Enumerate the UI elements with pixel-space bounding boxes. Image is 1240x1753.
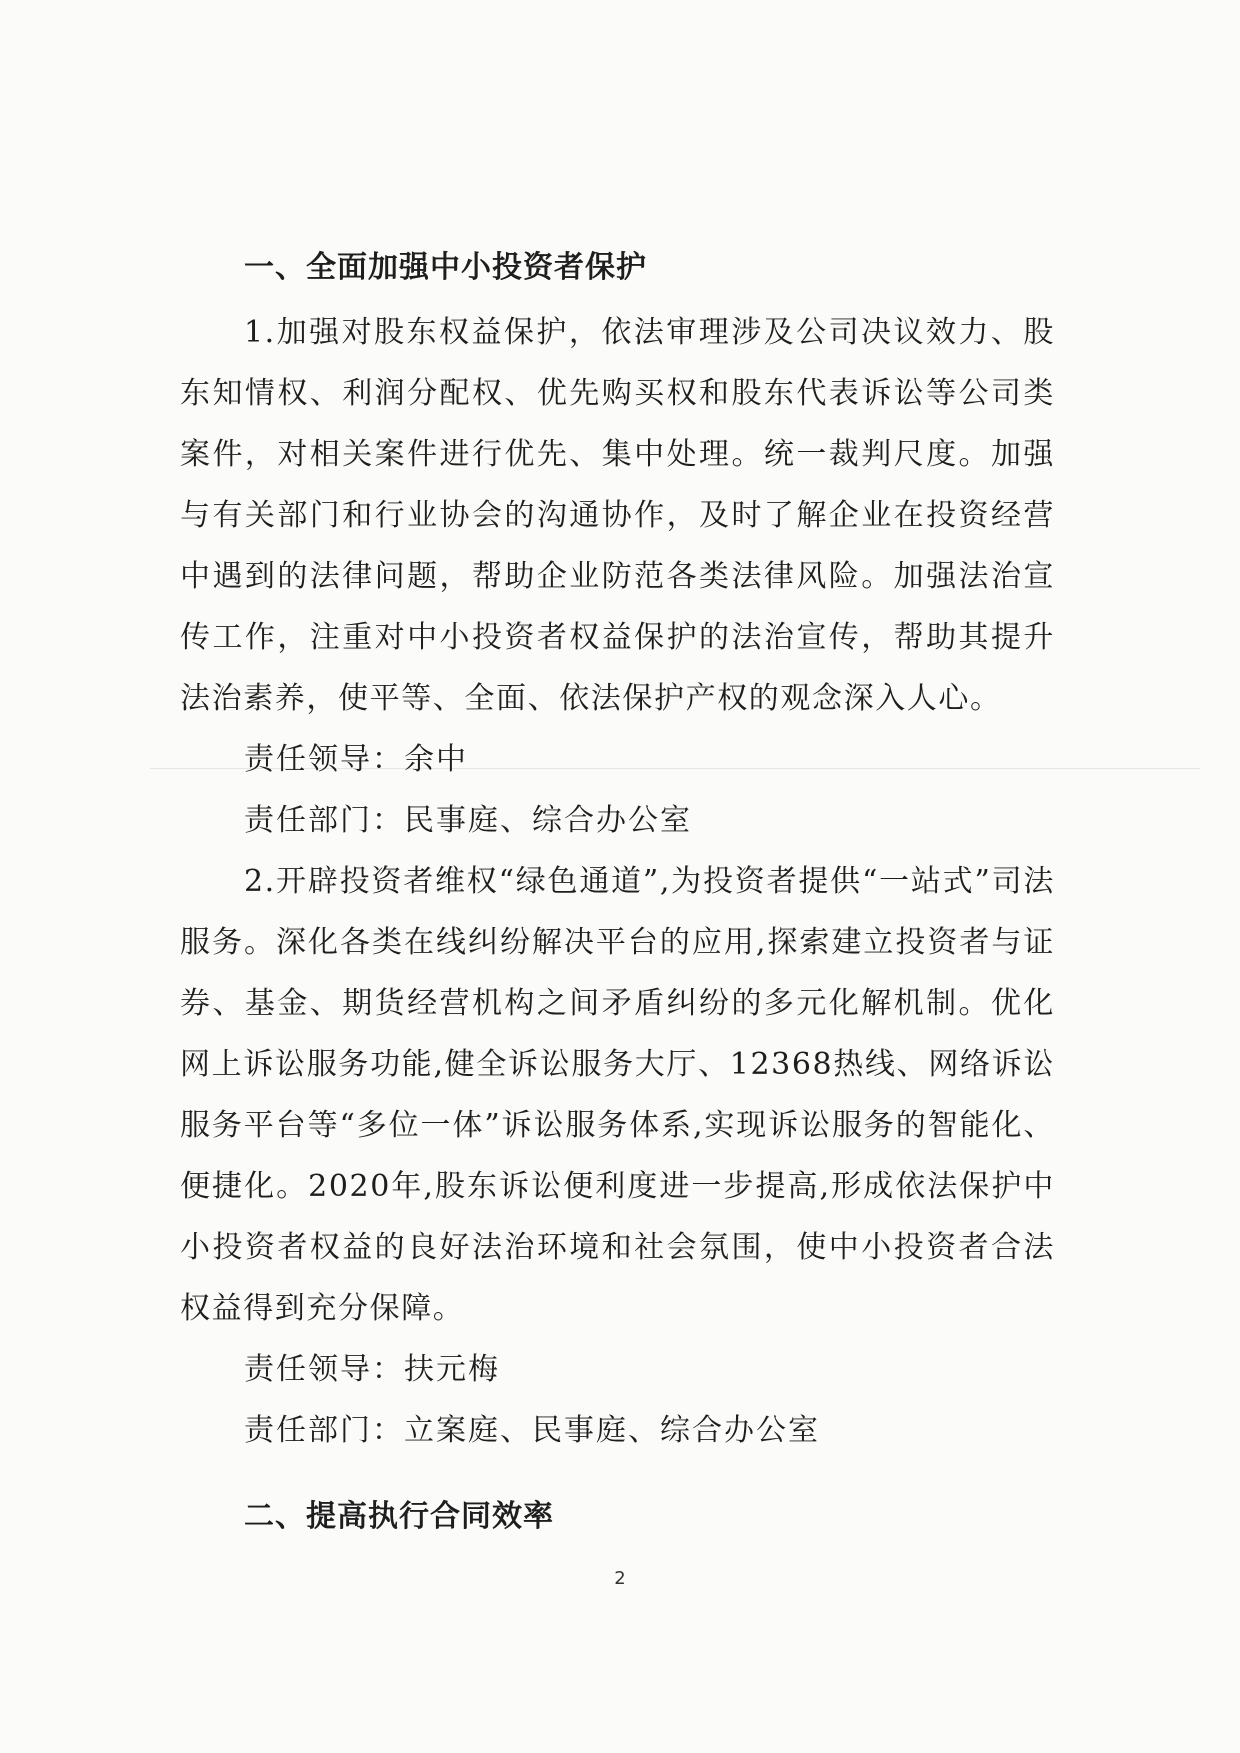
paragraph-item-1: 1.加强对股东权益保护，依法审理涉及公司决议效力、股东知情权、利润分配权、优先购买权和股东代表诉讼等公司类案件，对相关案件进行优先、集中处理。统一裁判尺度。加强与有关部门和行业协会的沟通协作，及时了解企业在投资经营中遇到的法律问题，帮助企业防范各类法律风险。加强法治宣传工作，注重对中小投资者权益保护的法治宣传，帮助其提升法治素养，使平等、全面、依法保护产权的观念深入人心。	[180, 315, 1055, 716]
responsible-department-1: 责任部门：民事庭、综合办公室	[244, 803, 692, 838]
section-heading-1: 一、全面加强中小投资者保护	[244, 250, 647, 285]
document-body	[180, 238, 1055, 1547]
responsible-department-2: 责任部门：立案庭、民事庭、综合办公室	[244, 1413, 820, 1448]
section-heading-2: 二、提高执行合同效率	[244, 1499, 554, 1534]
responsible-leader-2: 责任领导：扶元梅	[244, 1352, 500, 1387]
page-number: 2	[614, 1568, 626, 1589]
spacer	[180, 1461, 1055, 1487]
responsible-leader-1: 责任领导：余中	[244, 742, 468, 777]
paragraph-item-2: 2.开辟投资者维权“绿色通道”,为投资者提供“一站式”司法服务。深化各类在线纠纷解决平台的应用,探索建立投资者与证券、基金、期货经营机构之间矛盾纠纷的多元化解机制。优化网上诉讼服务功能,健全诉讼服务大厅、12368热线、网络诉讼服务平台等“多位一体”诉讼服务体系,实现诉讼服务的智能化、便捷化。2020年,股东诉讼便利度进一步提高,形成依法保护中小投资者权益的良好法治环境和社会氛围，使中小投资者合法权益得到充分保障。	[180, 864, 1055, 1326]
